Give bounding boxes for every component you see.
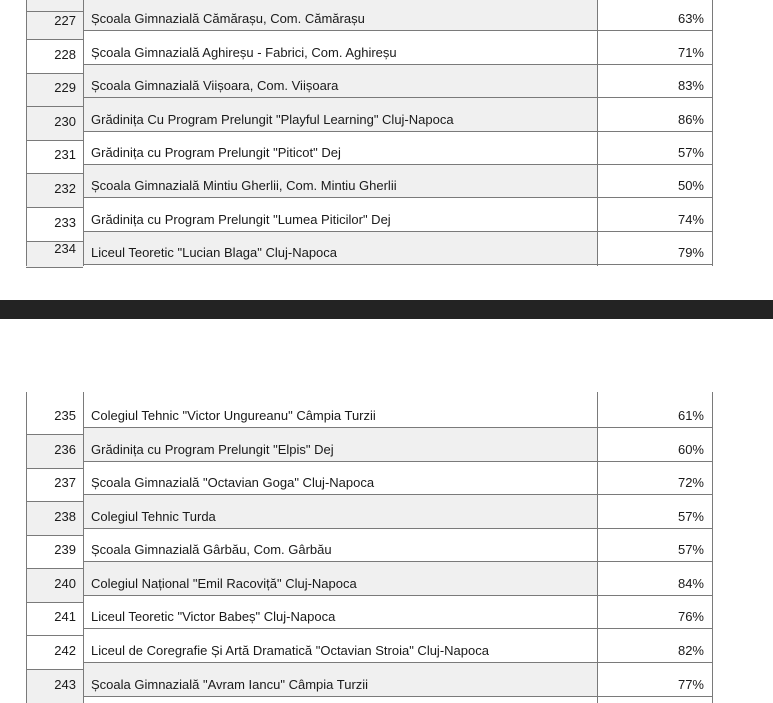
row-number-cell: [26, 40, 83, 74]
column-border-line: [26, 0, 27, 266]
table-row: [83, 132, 712, 165]
percent-cell: [597, 132, 712, 164]
school-name: Liceul Teoretic "Lucian Blaga" Cluj-Napoca: [91, 245, 338, 260]
percent-value: 50%: [677, 178, 704, 193]
column-border-line: [712, 0, 713, 266]
table-row: [83, 428, 712, 462]
column-border-line: [597, 0, 598, 266]
school-name: Școala Gimnazială Aghireșu - Fabrici, Com. Aghireșu: [91, 45, 397, 60]
percent-cell: [597, 165, 712, 197]
percent-value: 84%: [677, 576, 704, 591]
row-number-cell: [26, 636, 83, 670]
school-name: Colegiul Tehnic Turda: [91, 509, 216, 524]
percent-cell: [597, 232, 712, 264]
row-number-cell: [26, 435, 83, 469]
row-number-column: [26, 0, 83, 268]
school-name: Școala Gimnazială Mintiu Gherlii, Com. Mintiu Gherlii: [91, 178, 397, 193]
table-row: [83, 562, 712, 596]
column-border-line: [83, 0, 84, 266]
column-border-line: [597, 392, 598, 703]
row-number-cell: [26, 392, 83, 435]
percent-cell: [597, 596, 712, 628]
school-name-cell: [83, 697, 597, 703]
percent-value: 74%: [677, 212, 704, 227]
column-border-line: [712, 392, 713, 703]
row-number-cell: [26, 12, 83, 40]
table-row: [83, 65, 712, 98]
percent-cell: [597, 98, 712, 131]
school-name: Școala Gimnazială Viișoara, Com. Viișoara: [91, 78, 339, 93]
row-number-cell: [26, 0, 83, 12]
table-row: [83, 462, 712, 495]
percent-value: 76%: [677, 609, 704, 624]
percent-value: 57%: [677, 542, 704, 557]
percent-cell: [597, 495, 712, 528]
school-name-cell: [83, 198, 597, 231]
percent-cell: [597, 198, 712, 231]
row-number-cell: [26, 670, 83, 703]
row-number-cell: [26, 502, 83, 536]
percent-value: 86%: [677, 112, 704, 127]
row-number-cell: [26, 74, 83, 107]
school-name: Grădinița cu Program Prelungit "Elpis" Dej: [91, 442, 334, 457]
table-grid: [83, 392, 712, 703]
row-number-cell: [26, 208, 83, 242]
table-row: [83, 31, 712, 65]
percent-cell: [597, 629, 712, 662]
percent-value: 63%: [677, 11, 704, 26]
percent-value: 71%: [677, 45, 704, 60]
percent-cell: [597, 562, 712, 595]
percent-value: 57%: [677, 509, 704, 524]
school-name: Școala Gimnazială Cămărașu, Com. Cămărașu: [91, 11, 365, 26]
row-number: 237: [54, 475, 76, 490]
table-row: [83, 596, 712, 629]
row-number: 227: [54, 13, 76, 28]
row-number: 229: [54, 80, 76, 95]
school-name-cell: [83, 232, 597, 264]
row-number-cell: [26, 242, 83, 268]
row-number-cell: [26, 603, 83, 636]
school-name-cell: [83, 65, 597, 97]
row-number-cell: [26, 536, 83, 569]
school-name-cell: [83, 165, 597, 197]
row-number: 231: [54, 147, 76, 162]
percent-cell: [597, 428, 712, 461]
table-row: [83, 629, 712, 663]
percent-cell: [597, 0, 712, 30]
row-number: 238: [54, 509, 76, 524]
school-name: Grădinița cu Program Prelungit "Piticot" Dej: [91, 145, 341, 160]
percent-cell: [597, 663, 712, 696]
row-number: 228: [54, 47, 76, 62]
table-row: [83, 98, 712, 132]
table-row-partial: [83, 697, 712, 703]
row-number-column: [26, 392, 83, 703]
school-name-cell: [83, 529, 597, 561]
table-section-top: [0, 0, 773, 266]
table-section-bottom: [0, 392, 773, 703]
table-row: [83, 165, 712, 198]
school-name: Colegiul Tehnic "Victor Ungureanu" Câmpia Turzii: [91, 408, 376, 423]
percent-cell: [597, 31, 712, 64]
row-number-cell: [26, 107, 83, 141]
school-name-cell: [83, 596, 597, 628]
percent-value: 83%: [677, 78, 704, 93]
school-name-cell: [83, 629, 597, 662]
percent-value: 57%: [677, 145, 704, 160]
school-name-cell: [83, 98, 597, 131]
school-name-cell: [83, 0, 597, 30]
school-name-cell: [83, 392, 597, 427]
school-name: Colegiul Național "Emil Racoviță" Cluj-Napoca: [91, 576, 357, 591]
school-name-cell: [83, 462, 597, 494]
table-row: [83, 529, 712, 562]
school-name: Școala Gimnazială "Octavian Goga" Cluj-Napoca: [91, 475, 375, 490]
percent-cell: [597, 697, 712, 703]
percent-cell: [597, 392, 712, 427]
percent-cell: [597, 462, 712, 494]
row-number-cell: [26, 569, 83, 603]
row-number: 235: [54, 408, 76, 423]
percent-cell: [597, 529, 712, 561]
table-row: [83, 0, 712, 31]
school-name: Grădinița Cu Program Prelungit "Playful Learning" Cluj-Napoca: [91, 112, 454, 127]
row-number: 232: [54, 181, 76, 196]
percent-value: 82%: [677, 643, 704, 658]
row-number: 236: [54, 442, 76, 457]
percent-value: 72%: [677, 475, 704, 490]
school-name: Liceul de Coregrafie Și Artă Dramatică "Octavian Stroia" Cluj-Napoca: [91, 643, 489, 658]
school-name: Grădinița cu Program Prelungit "Lumea Piticilor" Dej: [91, 212, 391, 227]
row-number-cell: [26, 469, 83, 502]
school-name-cell: [83, 495, 597, 528]
page-break-band: [0, 300, 773, 319]
column-border-line: [26, 392, 27, 703]
percent-value: 60%: [677, 442, 704, 457]
row-number: 241: [54, 609, 76, 624]
school-name-cell: [83, 132, 597, 164]
row-number-cell: [26, 141, 83, 174]
school-name: Liceul Teoretic "Victor Babeș" Cluj-Napoca: [91, 609, 336, 624]
school-name-cell: [83, 428, 597, 461]
table-row: [83, 495, 712, 529]
row-number: 242: [54, 643, 76, 658]
table-grid: [83, 0, 712, 265]
row-number: 240: [54, 576, 76, 591]
school-name: Școala Gimnazială "Avram Iancu" Câmpia Turzii: [91, 677, 369, 692]
school-name-cell: [83, 663, 597, 696]
table-row: [83, 663, 712, 697]
row-number: 230: [54, 114, 76, 129]
column-border-line: [83, 392, 84, 703]
school-name-cell: [83, 562, 597, 595]
school-name-cell: [83, 31, 597, 64]
school-name: Școala Gimnazială Gârbău, Com. Gârbău: [91, 542, 332, 557]
row-number: 234: [54, 241, 76, 256]
row-number: 233: [54, 215, 76, 230]
table-row: [83, 232, 712, 265]
percent-value: 79%: [677, 245, 704, 260]
table-row: [83, 198, 712, 232]
table-row: [83, 392, 712, 428]
percent-value: 77%: [677, 677, 704, 692]
percent-value: 61%: [677, 408, 704, 423]
percent-cell: [597, 65, 712, 97]
row-number-cell: [26, 174, 83, 208]
row-number: 243: [54, 677, 76, 692]
row-number: 239: [54, 542, 76, 557]
